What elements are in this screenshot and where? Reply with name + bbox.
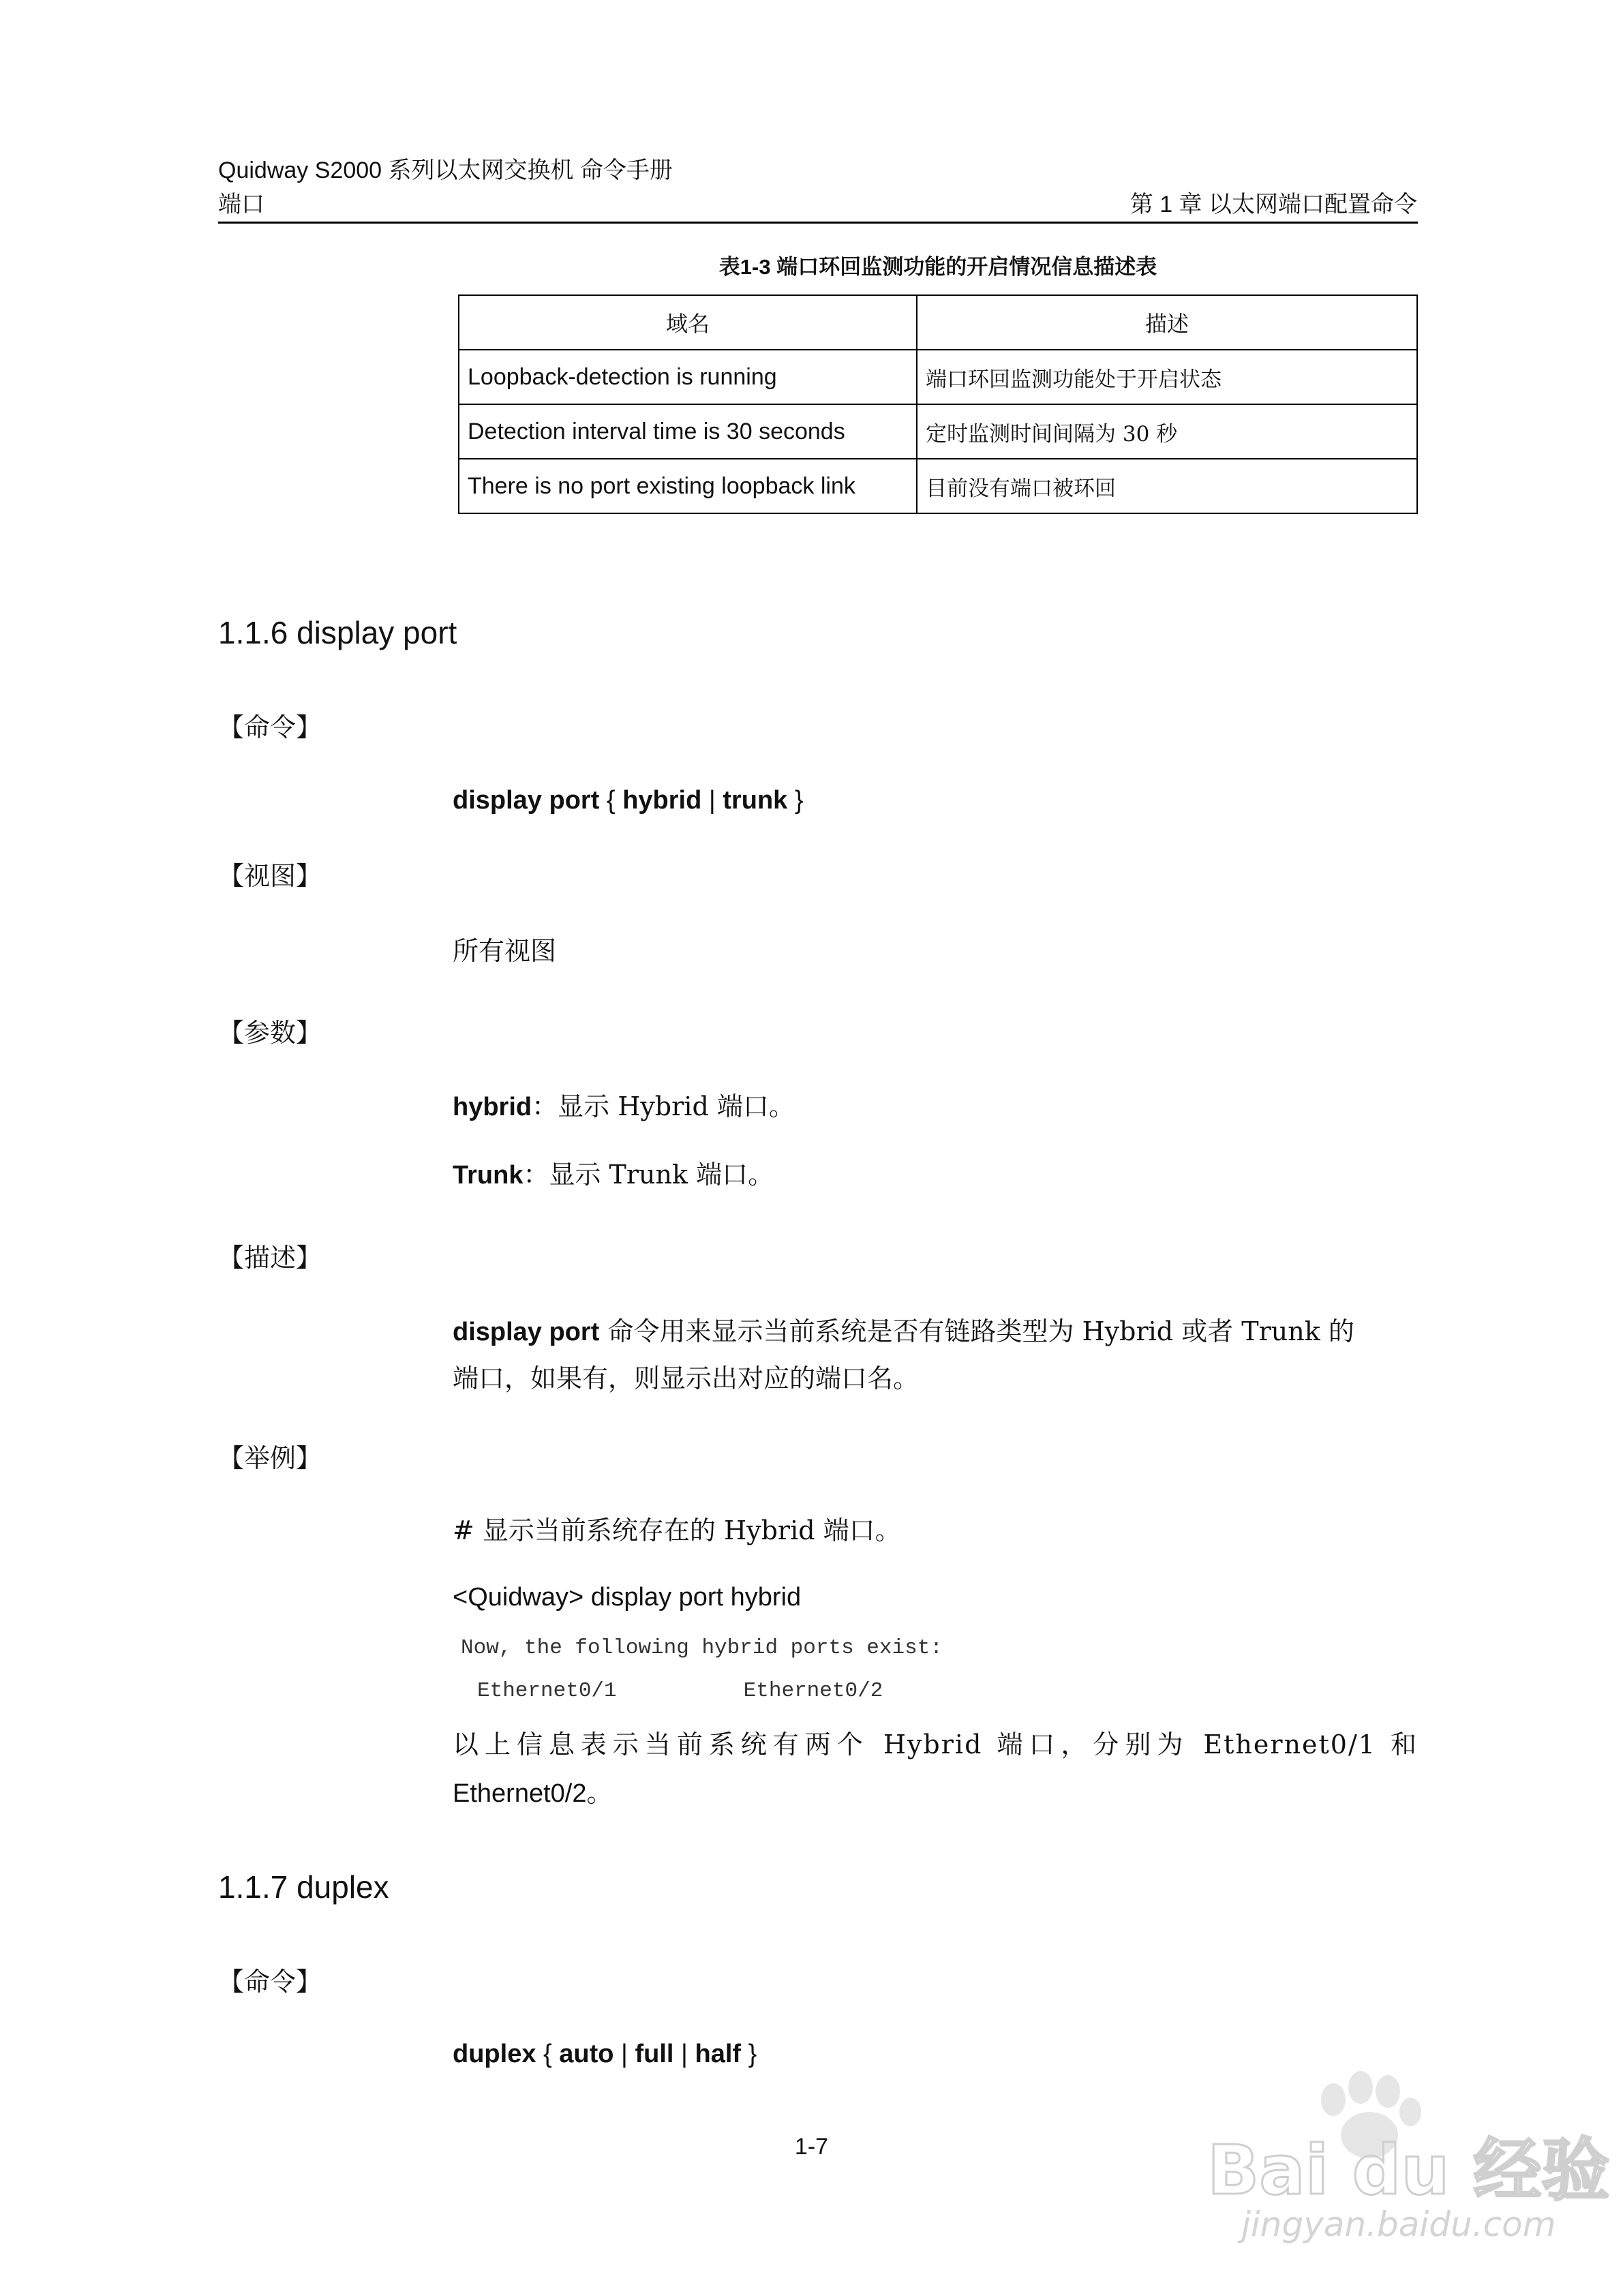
example-intro: # 显示当前系统存在的 Hybrid 端口。 xyxy=(453,1515,901,1545)
command-syntax xyxy=(453,2034,1418,2074)
section-heading-duplex: 1.1.7 duplex xyxy=(218,1869,389,1905)
table-row xyxy=(459,404,1417,459)
param-hybrid xyxy=(453,1087,1418,1127)
watermark-url: jingyan.baidu.com xyxy=(1241,2205,1556,2244)
table-header-field: 域名 xyxy=(459,295,917,350)
header-chapter: 第 1 章 以太网端口配置命令 xyxy=(1129,192,1417,217)
syntax-brace: } xyxy=(741,2040,757,2068)
syntax-separator: | xyxy=(673,2040,695,2068)
table-row xyxy=(459,350,1417,404)
description-line xyxy=(453,1312,1418,1352)
table-row xyxy=(459,459,1417,513)
command-syntax xyxy=(453,781,1418,820)
command-label: 【命令】 xyxy=(218,712,322,742)
header-rule xyxy=(218,222,1418,224)
output-line: Ethernet0/1 Ethernet0/2 xyxy=(477,1679,883,1703)
section-heading-display-port: 1.1.6 display port xyxy=(218,615,457,650)
example-command: <Quidway> display port hybrid xyxy=(453,1583,802,1612)
param-name: Trunk xyxy=(453,1161,524,1190)
description-paragraph xyxy=(453,1312,1418,1398)
command-option: trunk xyxy=(723,786,788,815)
table-cell: There is no port existing loopback link xyxy=(459,459,917,513)
table-cell: Loopback-detection is running xyxy=(459,350,917,404)
syntax-brace: { xyxy=(536,2040,560,2068)
running-header xyxy=(218,153,673,222)
table-cell: 目前没有端口被环回 xyxy=(917,459,1417,513)
command-keyword: display port xyxy=(453,786,600,815)
command-option: half xyxy=(695,2040,742,2068)
watermark-brand: Bai du 经验 xyxy=(1207,2130,1610,2210)
param-name: hybrid xyxy=(453,1093,532,1121)
command-label: 【命令】 xyxy=(218,1967,322,1997)
header-title: Quidway S2000 系列以太网交换机 命令手册 xyxy=(218,157,673,183)
paw-icon xyxy=(1194,2072,1610,2250)
table-header-row xyxy=(459,295,1417,350)
param-trunk xyxy=(453,1155,1418,1195)
result-line: 以上信息表示当前系统有两个 Hybrid 端口，分别为 Ethernet0/1 和 xyxy=(453,1729,1418,1759)
param-desc: ：显示 Hybrid 端口。 xyxy=(532,1091,795,1121)
baidu-watermark xyxy=(1194,2072,1610,2250)
table-header-desc: 描述 xyxy=(917,295,1417,350)
output-line: Now, the following hybrid ports exist: xyxy=(461,1636,943,1660)
example-label: 【举例】 xyxy=(218,1443,322,1473)
page-number: 1-7 xyxy=(794,2134,829,2160)
header-chapter-section: 端口 xyxy=(218,192,264,217)
table-cell: Detection interval time is 30 seconds xyxy=(459,404,917,459)
params-label: 【参数】 xyxy=(218,1018,322,1048)
param-desc: ：显示 Trunk 端口。 xyxy=(523,1160,774,1190)
syntax-separator: | xyxy=(701,786,723,815)
view-text: 所有视图 xyxy=(453,936,557,966)
syntax-separator: | xyxy=(613,2040,635,2068)
command-option: auto xyxy=(559,2040,614,2068)
table-cell: 端口环回监测功能处于开启状态 xyxy=(917,350,1417,404)
syntax-brace: } xyxy=(787,786,804,815)
description-line: 端口，如果有，则显示出对应的端口名。 xyxy=(453,1363,920,1393)
description-label: 【描述】 xyxy=(218,1243,322,1273)
description-text: 命令用来显示当前系统是否有链路类型为 Hybrid 或者 Trunk 的 xyxy=(599,1316,1354,1346)
view-label: 【视图】 xyxy=(218,861,322,891)
command-option: full xyxy=(635,2040,674,2068)
syntax-brace: { xyxy=(599,786,623,815)
description-keyword: display port xyxy=(453,1318,600,1346)
command-option: hybrid xyxy=(622,786,702,815)
result-line: Ethernet0/2。 xyxy=(453,1779,613,1808)
command-keyword: duplex xyxy=(453,2040,536,2068)
table-cell: 定时监测时间间隔为 30 秒 xyxy=(917,404,1417,459)
table-caption: 表1-3 端口环回监测功能的开启情况信息描述表 xyxy=(718,255,1157,279)
info-table xyxy=(458,294,1418,514)
